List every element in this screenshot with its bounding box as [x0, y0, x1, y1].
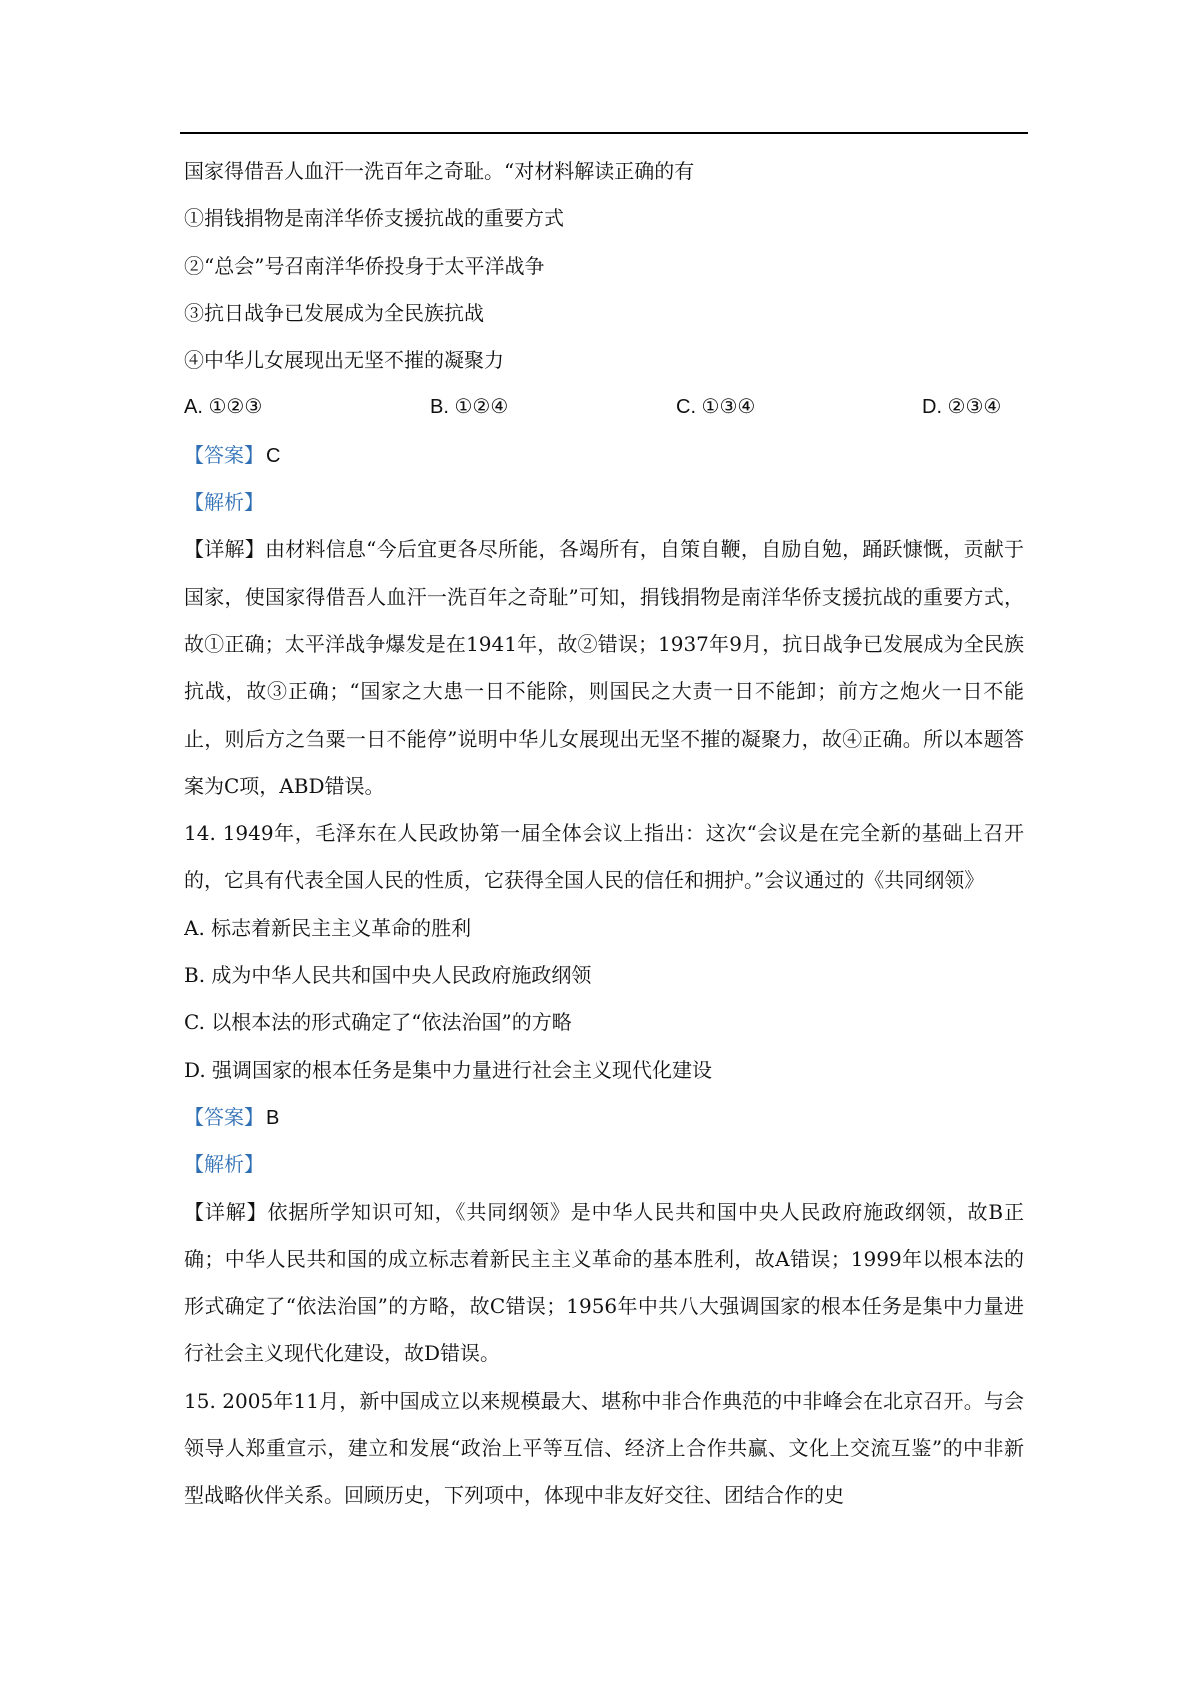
q13-statement-4: ④中华儿女展现出无坚不摧的凝聚力: [184, 348, 504, 373]
q13-analysis-tag: 【解析】: [184, 490, 264, 515]
q14-detail-text: 依据所学知识可知，《共同纲领》是中华人民共和国中央人民政府施政纲领，故B正确；中华人民共和国的成立标志着新民主主义革命的基本胜利，故A错误；1999年以根本法的形式确定了“依法治国”的方略，故C错误；1956年中共八大强调国家的根本任务是集中力量进行社会主义现代化建设，故D错误。: [184, 1199, 1024, 1366]
document-body: [184, 148, 1024, 1520]
q14-answer-tag: 【答案】: [184, 1104, 264, 1129]
q14-detail-tag: 【详解】: [184, 1199, 268, 1224]
q13-analysis: [184, 479, 1024, 526]
header-rule: [180, 132, 1028, 134]
q13-stem-tail: 国家得借吾人血汗一洗百年之奇耻。“对材料解读正确的有: [184, 159, 695, 183]
q14-answer: [184, 1094, 1024, 1141]
q14-option-a: A. 标志着新民主主义革命的胜利: [184, 915, 472, 940]
q13-option-d: D. ②③④: [922, 396, 1002, 419]
q14-option-c: C. 以根本法的形式确定了“依法治国”的方略: [184, 1010, 572, 1035]
q13-options: [184, 384, 1024, 431]
q15-stem: 15. 2005年11月，新中国成立以来规模最大、堪称中非合作典范的中非峰会在北京召开。与会领导人郑重宣示，建立和发展“政治上平等互信、经济上合作共赢、文化上交流互鉴”的中非新型战略伙伴关系。回顾历史，下列项中，体现中非友好交往、团结合作的史: [184, 1388, 1024, 1508]
q13-detail: [184, 526, 1024, 810]
q13-statement-3: ③抗日战争已发展成为全民族抗战: [184, 300, 484, 325]
q14-answer-value: B: [266, 1106, 280, 1129]
q13-statement-1: ①捐钱捐物是南洋华侨支援抗战的重要方式: [184, 206, 564, 231]
q13-answer: [184, 432, 1024, 479]
q13-answer-tag: 【答案】: [184, 442, 264, 467]
q13-detail-tag: 【详解】: [184, 537, 265, 562]
q13-answer-value: C: [266, 444, 281, 467]
q14-detail: [184, 1189, 1024, 1378]
q13-option-b: B. ①②④: [430, 396, 509, 419]
q14-analysis: [184, 1141, 1024, 1188]
q13-option-a: A. ①②③: [184, 396, 263, 419]
q14-analysis-tag: 【解析】: [184, 1152, 264, 1177]
q14-stem: 14. 1949年，毛泽东在人民政协第一届全体会议上指出：这次“会议是在完全新的基础上召开的，它具有代表全国人民的性质，它获得全国人民的信任和拥护。”会议通过的《共同纲领》: [184, 821, 1024, 893]
q14-option-b: B. 成为中华人民共和国中央人民政府施政纲领: [184, 963, 592, 988]
q14-option-d: D. 强调国家的根本任务是集中力量进行社会主义现代化建设: [184, 1057, 713, 1082]
q13-statement-2: ②“总会”号召南洋华侨投身于太平洋战争: [184, 253, 545, 278]
q13-option-c: C. ①③④: [676, 396, 756, 419]
q13-detail-text: 由材料信息“今后宜更各尽所能，各竭所有，自策自鞭，自励自勉，踊跃慷慨，贡献于国家，使国家得借吾人血汗一洗百年之奇耻”可知，捐钱捐物是南洋华侨支援抗战的重要方式，故①正确；太平洋战争爆发是在1941年，故②错误；1937年9月，抗日战争已发展成为全民族抗战，故③正确；“国家之大患一日不能除，则国民之大责一日不能卸；前方之炮火一日不能止，则后方之刍粟一日不能停”说明中华儿女展现出无坚不摧的凝聚力，故④正确。所以本题答案为C项，ABD错误。: [184, 537, 1024, 798]
